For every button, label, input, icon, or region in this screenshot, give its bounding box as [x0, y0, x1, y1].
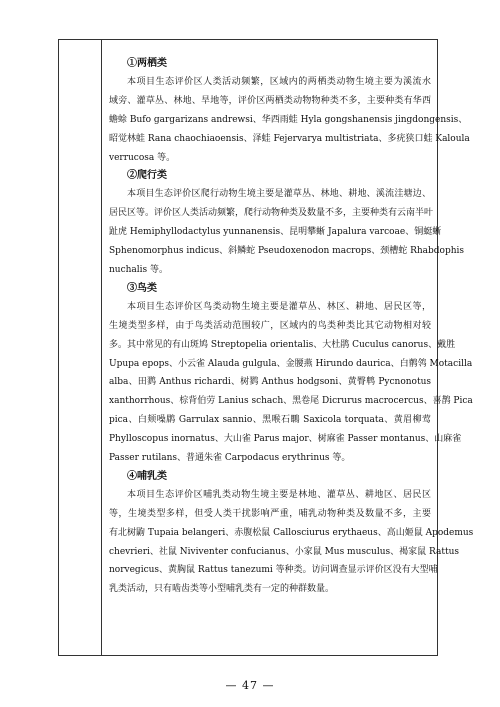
paragraph-line: 本项目生态评价区哺乳类动物生境主要是林地、灌草丛、耕地区、居民区: [127, 489, 431, 500]
paragraph-line: chevrieri、社鼠 Niviventer confucianus、小家鼠 Mus musculus、褐家鼠 Rattus: [109, 546, 459, 557]
paragraph-line: 多。其中常见的有山斑鸠 Streptopelia orientalis、大杜鹃 Cuculus canorus、戴胜: [109, 339, 456, 350]
section-paragraph: [109, 73, 470, 167]
section-heading: ②爬行类: [127, 170, 167, 182]
section-heading: ①两栖类: [127, 58, 167, 69]
table-left-column: [59, 40, 102, 655]
section-paragraph: [109, 185, 465, 279]
section-heading: ④哺乳类: [127, 470, 167, 482]
paragraph-line: 有北树鼩 Tupaia belangeri、赤腹松鼠 Callosciurus erythaeus、高山姬鼠 Apodemus: [109, 527, 474, 538]
paragraph-line: norvegicus、黄胸鼠 Rattus tanezumi 等种类。访问调查显示评价区没有大型哺: [109, 565, 438, 576]
table-content-cell: [109, 55, 474, 599]
paragraph-line: 昭觉林蛙 Rana chaochiaoensis、泽蛙 Fejervarya multistriata、多疣狭口蛙 Kaloula: [109, 133, 470, 144]
section-paragraph: [109, 486, 474, 599]
paragraph-line: Sphenomorphus indicus、斜鳞蛇 Pseudoxenodon macrops、颈槽蛇 Rhabdophis: [109, 246, 465, 257]
paragraph-line: Upupa epops、小云雀 Alauda gulgula、金腰燕 Hirundo daurica、白鹡鸰 Motacilla: [109, 358, 473, 369]
section-heading: ③鸟类: [127, 282, 157, 294]
paragraph-line: Phylloscopus inornatus、大山雀 Parus major、树麻雀 Passer montanus、山麻雀: [109, 434, 462, 445]
paragraph-line: 居民区等。评价区人类活动频繁，爬行动物种类及数量不多，主要种类有云南半叶: [109, 208, 434, 219]
paragraph-line: verrucosa 等。: [109, 152, 176, 163]
paragraph-line: 趾虎 Hemiphyllodactylus yunnanensis、昆明攀蜥 Japalura varcoae、铜蜓蜥: [109, 227, 442, 238]
paragraph-line: 本项目生态评价区鸟类动物生境主要是灌草丛、林区、耕地、居民区等，: [127, 301, 431, 312]
paragraph-line: 乳类活动，只有啮齿类等小型哺乳类有一定的种群数量。: [109, 584, 335, 595]
paragraph-line: 本项目生态评价区人类活动频繁，区域内的两栖类动物生境主要为溪流水: [127, 77, 431, 87]
section-paragraph: [109, 298, 473, 468]
paragraph-line: 等，生境类型多样，但受人类干扰影响严重，哺乳动物种类及数量不多，主要: [109, 508, 431, 519]
table-frame: [58, 39, 474, 656]
paragraph-line: nuchalis 等。: [109, 265, 169, 276]
paragraph-line: pica、白颊噪鹛 Garrulax sannio、黑喉石䳭 Saxicola torquata、黄眉柳莺: [109, 415, 431, 426]
paragraph-line: xanthorrhous、棕背伯劳 Lanius schach、黑卷尾 Dicrurus macrocercus、喜鹊 Pica: [109, 396, 473, 407]
paragraph-line: 生境类型多样，由于鸟类活动范围较广，区域内的鸟类种类比其它动物相对较: [109, 320, 431, 331]
paragraph-line: 本项目生态评价区爬行动物生境主要是灌草丛、林地、耕地、溪流洼塘边、: [127, 189, 431, 200]
paragraph-line: alba、田鹨 Anthus richardi、树鹨 Anthus hodgsoni、黄臀鹎 Pycnonotus: [109, 377, 431, 388]
page-number: — 47 —: [225, 679, 275, 692]
paragraph-line: 域旁、灌草丛、林地、旱地等，评价区两栖类动物物种类不多，主要种类有华西: [109, 95, 431, 106]
paragraph-line: Passer rutilans、普通朱雀 Carpodacus erythrinus 等。: [109, 453, 351, 464]
paragraph-line: 蟾蜍 Bufo gargarizans andrewsi、华西雨蛙 Hyla gongshanensis jingdongensis、: [109, 114, 468, 125]
